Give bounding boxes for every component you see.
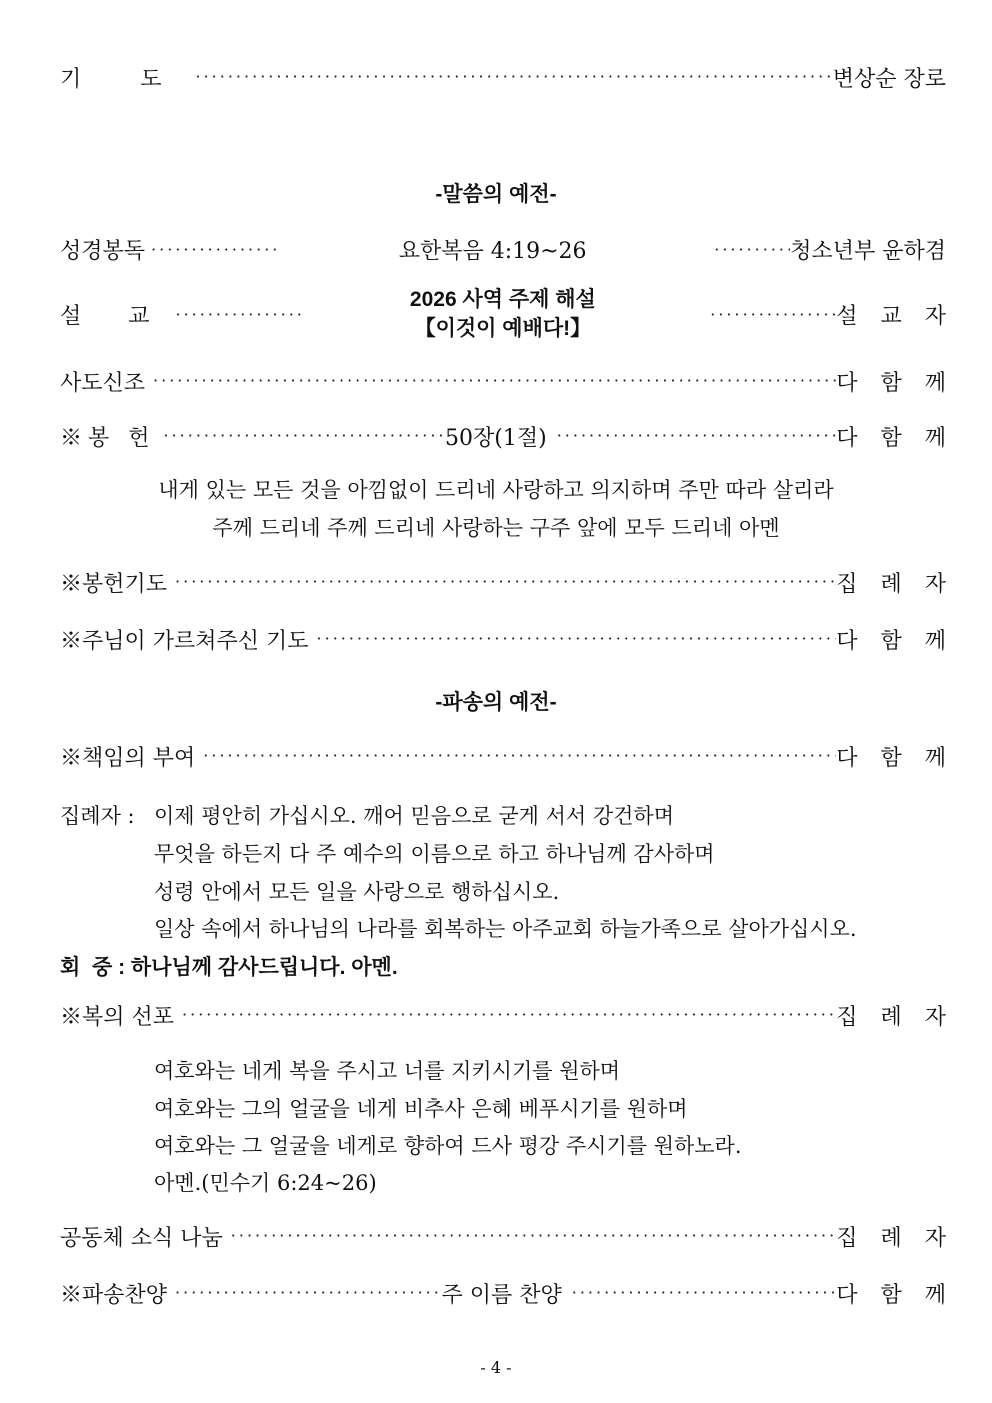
offering-lyric-line: 내게 있는 모든 것을 아낌없이 드리네 사랑하고 의지하며 주만 따라 살리라 — [158, 478, 834, 502]
news-who: 집 례 자 — [836, 1225, 954, 1251]
commission-label: ※책임의 부여 — [60, 745, 196, 771]
offering-label: ※봉 헌 — [60, 425, 156, 451]
lords-prayer-label: ※주님이 가르쳐주신 기도 — [60, 628, 309, 654]
news-row — [60, 1219, 954, 1253]
commission-line: 이제 평안히 가십시오. 깨어 믿음으로 굳게 서서 강건하며 — [154, 804, 674, 828]
commission-line: 무엇을 하든지 다 주 예수의 이름으로 하고 하나님께 감사하며 — [154, 842, 715, 866]
leader-dots — [223, 1219, 836, 1253]
benediction-who: 집 례 자 — [836, 1004, 954, 1030]
sending-hymn-who: 다 함 께 — [836, 1282, 954, 1308]
leader-dots — [309, 622, 837, 656]
prayer-person: 변상순 장로 — [832, 66, 946, 92]
lords-prayer-row — [60, 622, 954, 656]
commission-line: 일상 속에서 하나님의 나라를 회복하는 아주교회 하늘가족으로 살아가십시오. — [154, 917, 857, 941]
leader-dots — [145, 364, 836, 398]
leader-dots — [170, 305, 302, 324]
commission-prefix: 집례자 : — [60, 804, 135, 828]
prayer-row — [60, 60, 946, 94]
benediction-line: 여호와는 그의 얼굴을 네게 비추사 은혜 베푸시기를 원하며 — [154, 1097, 688, 1121]
scripture-label: 성경봉독 — [60, 238, 146, 264]
leader-dots — [167, 565, 836, 599]
scripture-row — [60, 232, 946, 266]
sermon-title-line2: 【이것이 예배다!】 — [414, 317, 592, 340]
commission-who: 다 함 께 — [836, 745, 954, 771]
commission-line: 성령 안에서 모든 일을 사랑으로 행하십시오. — [154, 880, 560, 904]
benediction-line: 여호와는 네게 복을 주시고 너를 지키시기를 원하며 — [154, 1059, 621, 1083]
leader-dots — [188, 60, 833, 94]
offering-who: 다 함 께 — [836, 425, 954, 451]
sending-hymn-label: ※파송찬양 — [60, 1282, 168, 1308]
benediction-row — [60, 998, 954, 1032]
sermon-title — [302, 285, 705, 343]
section-title-word: -말씀의 예전- — [435, 183, 557, 206]
offering-hymn: 50장(1절) — [445, 425, 547, 451]
offering-row — [60, 419, 954, 453]
offering-prayer-row — [60, 565, 954, 599]
scripture-reader: 청소년부 윤하겸 — [790, 238, 946, 264]
prayer-label: 기 도 — [60, 66, 188, 92]
congregation-response: 회 중 : 하나님께 감사드립니다. 아멘. — [60, 956, 398, 979]
benediction-label: ※복의 선포 — [60, 1004, 175, 1030]
leader-dots — [564, 1276, 836, 1310]
offering-prayer-who: 집 례 자 — [836, 571, 954, 597]
benediction-line: 아멘.(민수기 6:24~26) — [154, 1171, 377, 1195]
sermon-row — [60, 282, 954, 346]
lords-prayer-who: 다 함 께 — [836, 628, 954, 654]
sending-hymn-song: 주 이름 찬양 — [441, 1282, 562, 1308]
sending-hymn-row — [60, 1276, 954, 1310]
leader-dots — [167, 1276, 439, 1310]
section-title-sending: -파송의 예전- — [435, 691, 557, 714]
news-label: 공동체 소식 나눔 — [60, 1225, 223, 1251]
leader-dots — [704, 305, 836, 324]
leader-dots — [708, 240, 790, 259]
creed-who: 다 함 께 — [836, 370, 954, 396]
leader-dots — [549, 419, 837, 453]
commission-row — [60, 739, 954, 773]
leader-dots — [195, 739, 836, 773]
sermon-label: 설 교 — [60, 303, 170, 329]
leader-dots — [145, 240, 277, 259]
offering-lyric-line: 주께 드리네 주께 드리네 사랑하는 구주 앞에 모두 드리네 아멘 — [212, 516, 780, 540]
sermon-speaker: 설 교 자 — [836, 303, 954, 329]
benediction-line: 여호와는 그 얼굴을 네게로 향하여 드사 평강 주시기를 원하노라. — [154, 1134, 742, 1158]
creed-row — [60, 364, 954, 398]
leader-dots — [156, 419, 444, 453]
scripture-passage: 요한복음 4:19~26 — [398, 238, 587, 264]
creed-label: 사도신조 — [60, 370, 146, 396]
leader-dots — [174, 998, 836, 1032]
page-number: - 4 - — [480, 1358, 512, 1377]
sermon-title-line1: 2026 사역 주제 해설 — [409, 288, 596, 311]
offering-prayer-label: ※봉헌기도 — [60, 571, 168, 597]
